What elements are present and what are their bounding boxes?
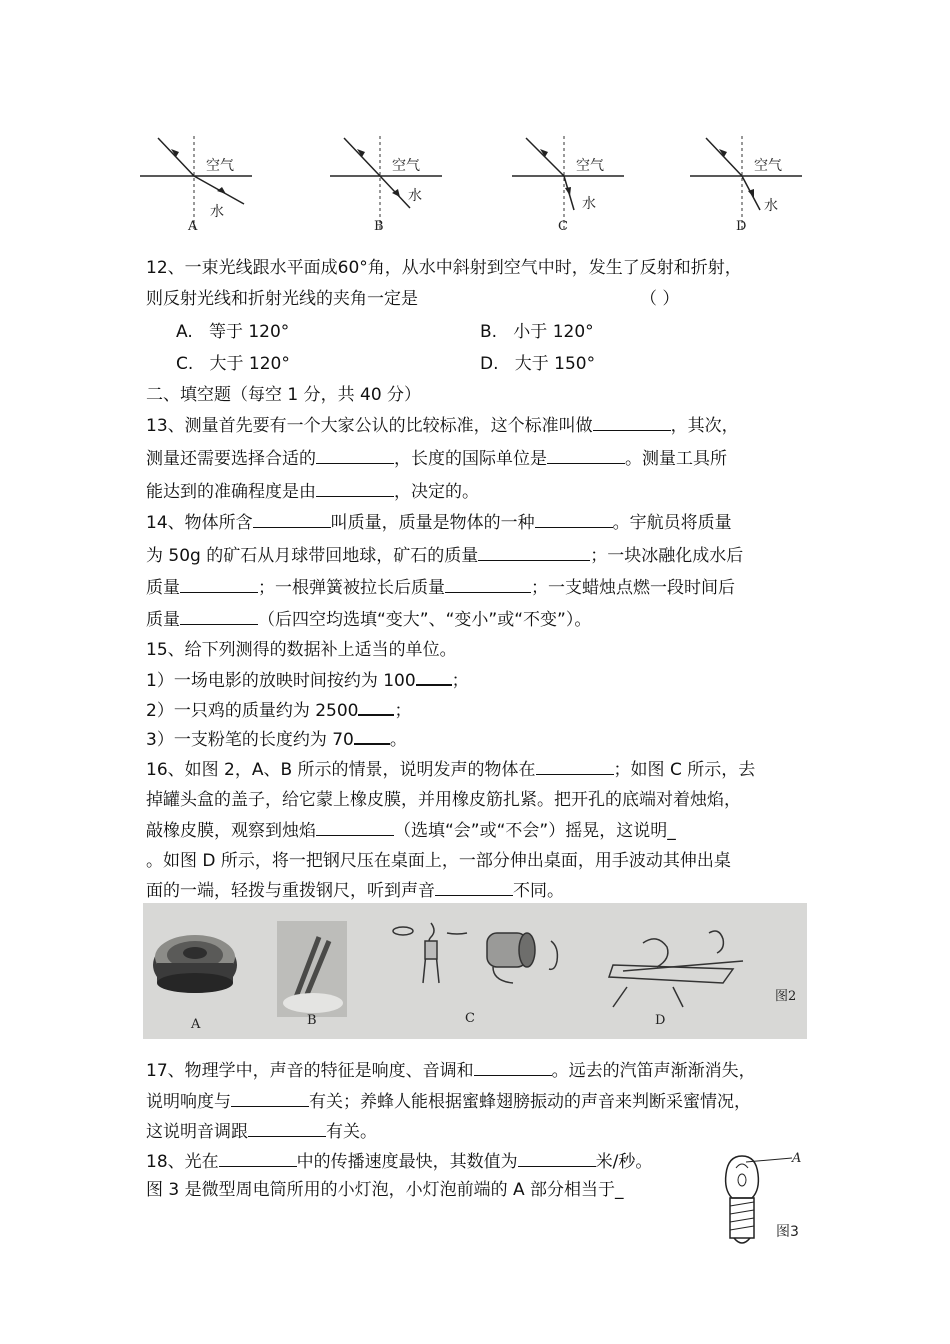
answer-blank[interactable] xyxy=(416,667,452,686)
q17-line1: 17、物理学中，声音的特征是响度、音调和 。远去的汽笛声渐渐消失， xyxy=(146,1058,756,1083)
answer-blank[interactable] xyxy=(253,510,331,528)
answer-blank[interactable] xyxy=(535,510,613,528)
q15-item3: 3）一支粉笔的长度约为 70 。 xyxy=(146,726,407,752)
answer-blank[interactable] xyxy=(435,878,513,896)
refraction-diagram-b xyxy=(330,130,460,240)
q15-title: 15、给下列测得的数据补上适当的单位。 xyxy=(146,640,457,660)
figure-3-label: 图3 xyxy=(776,1224,799,1240)
q18-line1: 18、光在 中的传播速度最快，其数值为 米/秒。 xyxy=(146,1149,652,1174)
medium-air-label: 空气 xyxy=(392,158,420,174)
q16-line1: 16、如图 2，A、B 所示的情景，说明发声的物体在 ；如图 C 所示，去 xyxy=(146,757,755,782)
figure-2-caption-d: D xyxy=(655,1013,666,1028)
figure-2-photo xyxy=(143,903,807,1039)
refraction-diagram-a xyxy=(140,130,270,240)
q17-line2: 说明响度与 有关；养蜂人能根据蜜蜂翅膀振动的声音来判断采蜜情况， xyxy=(146,1089,751,1114)
figure-2-caption-a: A xyxy=(191,1017,201,1032)
answer-blank[interactable] xyxy=(518,1149,596,1167)
answer-blank[interactable] xyxy=(358,697,394,716)
answer-blank[interactable] xyxy=(180,607,258,625)
figure-3-pointer-a: A xyxy=(792,1151,802,1166)
q16-line2: 掉罐头盒的盖子，给它蒙上橡皮膜，并用橡皮筋扎紧。把开孔的底端对着烛焰， xyxy=(146,790,741,810)
q14-line2: 为 50g 的矿石从月球带回地球，矿石的质量 ；一块冰融化成水后 xyxy=(146,543,743,568)
answer-blank[interactable] xyxy=(316,818,394,836)
q18-line2: 图 3 是微型周电筒所用的小灯泡，小灯泡前端的 A 部分相当于_ xyxy=(146,1180,624,1200)
q13-line3: 能达到的准确程度是由 ，决定的。 xyxy=(146,479,479,504)
answer-blank[interactable] xyxy=(593,413,671,431)
q16-line4: 。如图 D 所示，将一把钢尺压在桌面上，一部分伸出桌面，用手波动其伸出桌 xyxy=(146,851,731,871)
medium-water-label: 水 xyxy=(408,188,422,204)
q12-line1: 12、一束光线跟水平面成60°角，从水中斜射到空气中时，发生了反射和折射， xyxy=(146,258,742,278)
medium-air-label: 空气 xyxy=(754,158,782,174)
q12-option-d: D. 大于 150° xyxy=(480,354,596,374)
answer-blank[interactable] xyxy=(478,543,590,561)
q16-line3: 敲橡皮膜，观察到烛焰 （选填“会”或“不会”）摇晃，这说明_ xyxy=(146,818,676,843)
answer-blank[interactable] xyxy=(474,1058,552,1076)
section-heading: 二、填空题（每空 1 分，共 40 分） xyxy=(146,385,422,405)
bulb-glass-icon xyxy=(726,1156,759,1198)
q14-line4: 质量 （后四空均选填“变大”、“变小”或“不变”）。 xyxy=(146,607,591,632)
q12-option-a: A. 等于 120° xyxy=(176,322,290,342)
figure-3-bulb xyxy=(716,1148,816,1258)
q12-option-c: C. 大于 120° xyxy=(176,354,290,374)
diagram-caption: C xyxy=(558,219,568,234)
answer-blank[interactable] xyxy=(248,1119,326,1137)
answer-blank[interactable] xyxy=(316,479,394,497)
q12-stem: 则反射光线和折射光线的夹角一定是 xyxy=(146,289,418,309)
answer-blank[interactable] xyxy=(354,726,390,745)
medium-air-label: 空气 xyxy=(206,158,234,174)
q12-line2 xyxy=(146,287,418,311)
answer-blank[interactable] xyxy=(547,446,625,464)
refraction-diagram-d xyxy=(690,130,820,240)
q12-option-b: B. 小于 120° xyxy=(480,322,594,342)
q13-line2: 测量还需要选择合适的 ，长度的国际单位是 。测量工具所 xyxy=(146,446,727,471)
diagram-caption: B xyxy=(374,219,384,234)
q16-line5: 面的一端，轻拨与重拨钢尺，听到声音 不同。 xyxy=(146,878,564,903)
q15-item1: 1）一场电影的放映时间按约为 100 ； xyxy=(146,667,469,693)
q14-line3: 质量 ；一根弹簧被拉长后质量 ；一支蜡烛点燃一段时间后 xyxy=(146,575,735,600)
medium-water-label: 水 xyxy=(210,204,224,220)
answer-blank[interactable] xyxy=(445,575,531,593)
tuning-fork-illustration xyxy=(277,921,347,1017)
figure-2-label: 图2 xyxy=(775,989,797,1004)
refraction-diagram-c xyxy=(512,130,642,240)
medium-air-label: 空气 xyxy=(576,158,604,174)
q15-item2: 2）一只鸡的质量约为 2500 ； xyxy=(146,697,411,723)
q17-line3: 这说明音调跟 有关。 xyxy=(146,1119,377,1144)
q12-answer-paren: （ ） xyxy=(640,289,680,309)
answer-blank[interactable] xyxy=(219,1149,297,1167)
medium-water-label: 水 xyxy=(582,196,596,212)
diagram-caption: D xyxy=(736,219,747,234)
figure-2-caption-c: C xyxy=(465,1011,475,1026)
q13-line1: 13、测量首先要有一个大家公认的比较标准，这个标准叫做 ，其次， xyxy=(146,413,739,438)
figure-2-caption-b: B xyxy=(307,1013,317,1028)
answer-blank[interactable] xyxy=(316,446,394,464)
diagram-caption: A xyxy=(188,219,198,234)
speaker-illustration xyxy=(153,935,237,993)
medium-water-label: 水 xyxy=(764,198,778,214)
answer-blank[interactable] xyxy=(536,757,614,775)
answer-blank[interactable] xyxy=(231,1089,309,1107)
answer-blank[interactable] xyxy=(180,575,258,593)
q14-line1: 14、物体所含 叫质量，质量是物体的一种 。宇航员将质量 xyxy=(146,510,732,535)
